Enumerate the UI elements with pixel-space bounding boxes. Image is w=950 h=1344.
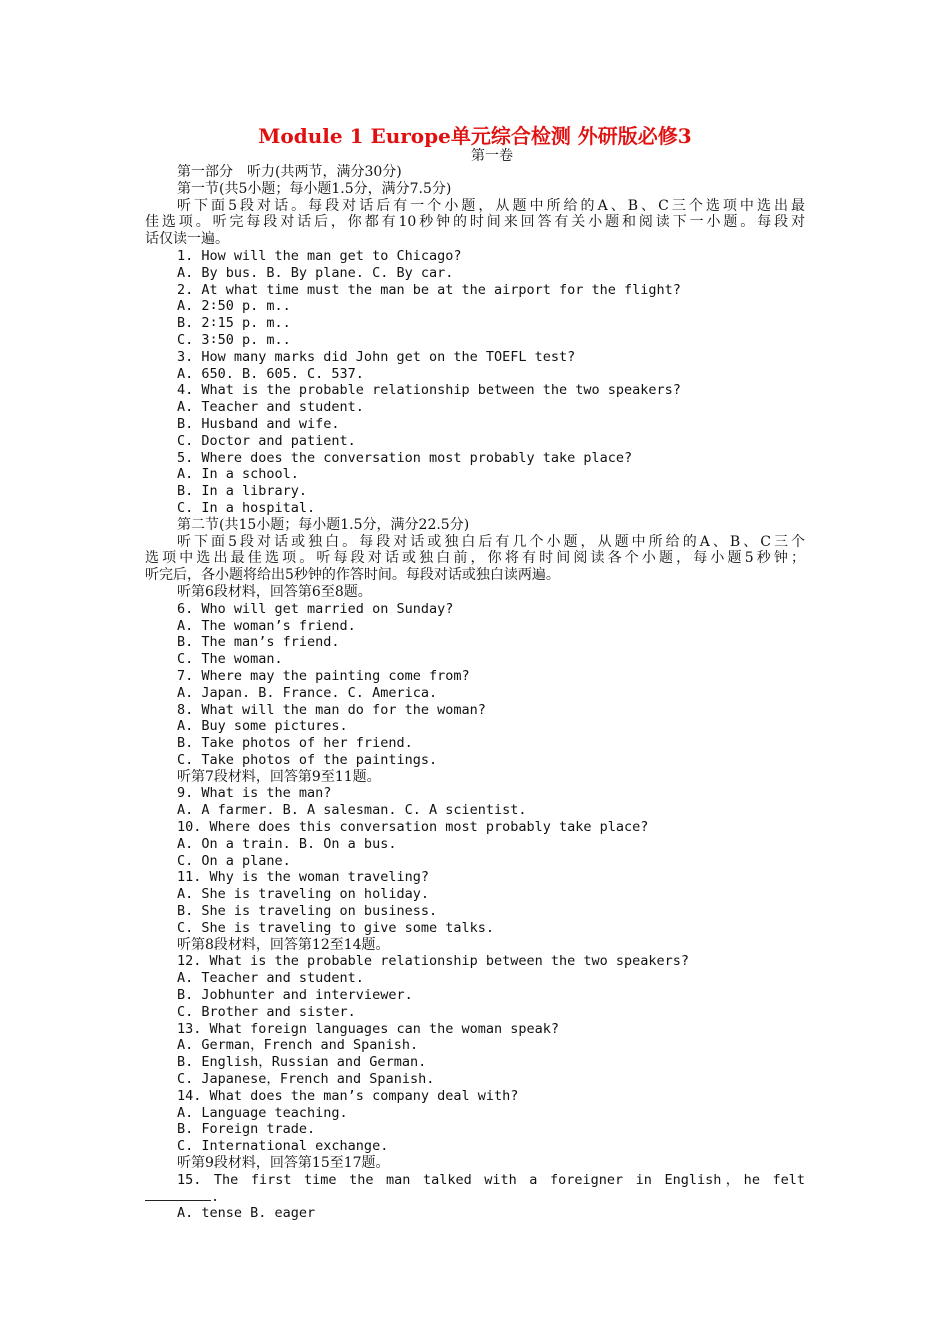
line-text: A. The woman’s friend. [177,617,356,634]
text-line [145,802,805,819]
text-line [145,601,805,618]
line-text: 2. At what time must the man be at the airport for the flight? [177,281,681,298]
answer-blank [145,1190,211,1201]
text-line [145,1205,805,1222]
line-text: C. Doctor and patient. [177,432,356,449]
text-line [145,433,805,450]
text-line [145,651,805,668]
line-text: 听第7段材料，回答第9至11题。 [177,768,381,785]
line-text: 第二节(共15小题；每小题1.5分，满分22.5分) [177,516,470,533]
line-text: A. In a school. [177,466,299,483]
text-line [145,382,805,399]
text-line [145,903,805,920]
line-text: A. She is traveling on holiday. [177,886,429,903]
text-line [145,1189,805,1206]
line-text: 5. Where does the conversation most probably take place? [177,449,633,466]
text-line [145,214,805,231]
line-text: 选项中选出最佳选项。听每段对话或独白前，你将有时间阅读各个小题，每小题5秒钟； [145,550,805,567]
line-text: 听完后，各小题将给出5秒钟的作答时间。每段对话或独白读两遍。 [145,567,560,584]
text-line [145,164,805,181]
text-line [145,450,805,467]
text-line [145,886,805,903]
line-text: 听下面5段对话。每段对话后有一个小题，从题中所给的A、B、C三个选项中选出最 [177,197,805,214]
line-text: B. The man’s friend. [177,634,340,651]
line-text: C. On a plane. [177,852,291,869]
line-text: B. She is traveling on business. [177,903,438,920]
text-line [145,785,805,802]
line-text: 13. What foreign languages can the woman speak? [177,1020,560,1037]
text-line [145,1172,805,1189]
line-text: A. Language teaching. [177,1104,348,1121]
text-line [145,752,805,769]
line-text: A. On a train. B. On a bus. [177,835,397,852]
line-text: 12. What is the probable relationship between the two speakers? [177,953,690,970]
line-text: 第一部分 听力(共两节，满分30分) [177,164,402,180]
line-text: 听第9段材料，回答第15至17题。 [177,1155,390,1172]
text-line [145,1138,805,1155]
line-text: B. Foreign trade. [177,1121,316,1138]
line-text: 10. Where does this conversation most probably take place? [177,819,649,836]
line-text: C. 3∶50 p. m.. [177,331,291,348]
text-line [145,550,805,567]
line-text: . [211,1188,220,1205]
line-text: 7. Where may the painting come from? [177,667,470,684]
text-line [145,769,805,786]
text-line [145,1088,805,1105]
text-line [145,298,805,315]
text-line [145,366,805,383]
line-text: C. The woman. [177,651,283,668]
line-text: C. International exchange. [177,1138,389,1155]
text-line [145,534,805,551]
line-text: C. She is traveling to give some talks. [177,919,494,936]
document-title: Module 1 Europe单元综合检测 外研版必修3 [258,124,692,148]
document-subtitle: 第一卷 [471,148,513,164]
text-line [145,567,805,584]
line-text: A. 2∶50 p. m.. [177,298,291,315]
text-line [145,332,805,349]
document-body [145,164,805,1222]
line-text: B. Husband and wife. [177,415,340,432]
line-text: A. German，French and Spanish. [177,1037,419,1054]
line-text: 听第8段材料，回答第12至14题。 [177,936,390,953]
line-text: B. In a library. [177,483,308,500]
line-text: B. Jobhunter and interviewer. [177,987,413,1004]
line-text: B. Take photos of her friend. [177,735,413,752]
text-line [145,920,805,937]
text-line [145,517,805,534]
text-line [145,668,805,685]
text-line [145,1021,805,1038]
line-text: A. A farmer. B. A salesman. C. A scientist. [177,802,527,819]
line-text: 佳选项。听完每段对话后，你都有10秒钟的时间来回答有关小题和阅读下一小题。每段对 [145,214,805,231]
line-text: 4. What is the probable relationship between the two speakers? [177,382,681,399]
text-line [145,634,805,651]
line-text: C. Take photos of the paintings. [177,751,438,768]
text-line [145,1004,805,1021]
line-text: A. 650. B. 605. C. 537. [177,365,364,382]
text-line [145,198,805,215]
text-line [145,1037,805,1054]
line-text: 第一节(共5小题；每小题1.5分，满分7.5分) [177,180,452,197]
text-line [145,416,805,433]
line-text: 15. The first time the man talked with a foreigner in English，he felt [177,1171,805,1188]
line-text: 听第6段材料，回答第6至8题。 [177,583,372,600]
line-text: 11. Why is the woman traveling? [177,869,429,886]
text-line [145,618,805,635]
line-text: A. Japan. B. France. C. America. [177,684,438,701]
text-line [145,584,805,601]
text-line [145,315,805,332]
line-text: 9. What is the man? [177,785,332,802]
line-text: 8. What will the man do for the woman? [177,701,486,718]
text-line [145,937,805,954]
line-text: A. Teacher and student. [177,970,364,987]
text-line [145,819,805,836]
line-text: 1. How will the man get to Chicago? [177,247,462,264]
line-text: 14. What does the man’s company deal with? [177,1087,519,1104]
text-line [145,181,805,198]
text-line [145,500,805,517]
text-line [145,282,805,299]
text-line [145,399,805,416]
text-line [145,466,805,483]
text-line [145,970,805,987]
line-text: C. Japanese，French and Spanish. [177,1071,435,1088]
line-text: A. tense B. eager [177,1205,316,1222]
line-text: C. Brother and sister. [177,1003,356,1020]
text-line [145,1054,805,1071]
text-line [145,853,805,870]
text-line [145,483,805,500]
text-line [145,702,805,719]
line-text: 听下面5段对话或独白。每段对话或独白后有几个小题，从题中所给的A、B、C三个 [177,533,805,550]
text-line [145,735,805,752]
text-line [145,987,805,1004]
line-text: B. 2∶15 p. m.. [177,315,291,332]
line-text: A. By bus. B. By plane. C. By car. [177,264,454,281]
text-line [145,349,805,366]
text-line [145,1121,805,1138]
text-line [145,836,805,853]
text-line [145,718,805,735]
text-line [145,1105,805,1122]
text-line [145,1071,805,1088]
line-text: 6. Who will get married on Sunday? [177,600,454,617]
text-line [145,953,805,970]
text-line [145,265,805,282]
line-text: C. In a hospital. [177,499,316,516]
line-text: A. Buy some pictures. [177,718,348,735]
text-line [145,231,805,248]
text-line [145,1155,805,1172]
line-text: A. Teacher and student. [177,399,364,416]
line-text: B. English，Russian and German. [177,1054,427,1071]
text-line [145,248,805,265]
line-text: 3. How many marks did John get on the TOEFL test? [177,348,576,365]
text-line [145,869,805,886]
text-line [145,685,805,702]
line-text: 话仅读一遍。 [145,231,229,248]
